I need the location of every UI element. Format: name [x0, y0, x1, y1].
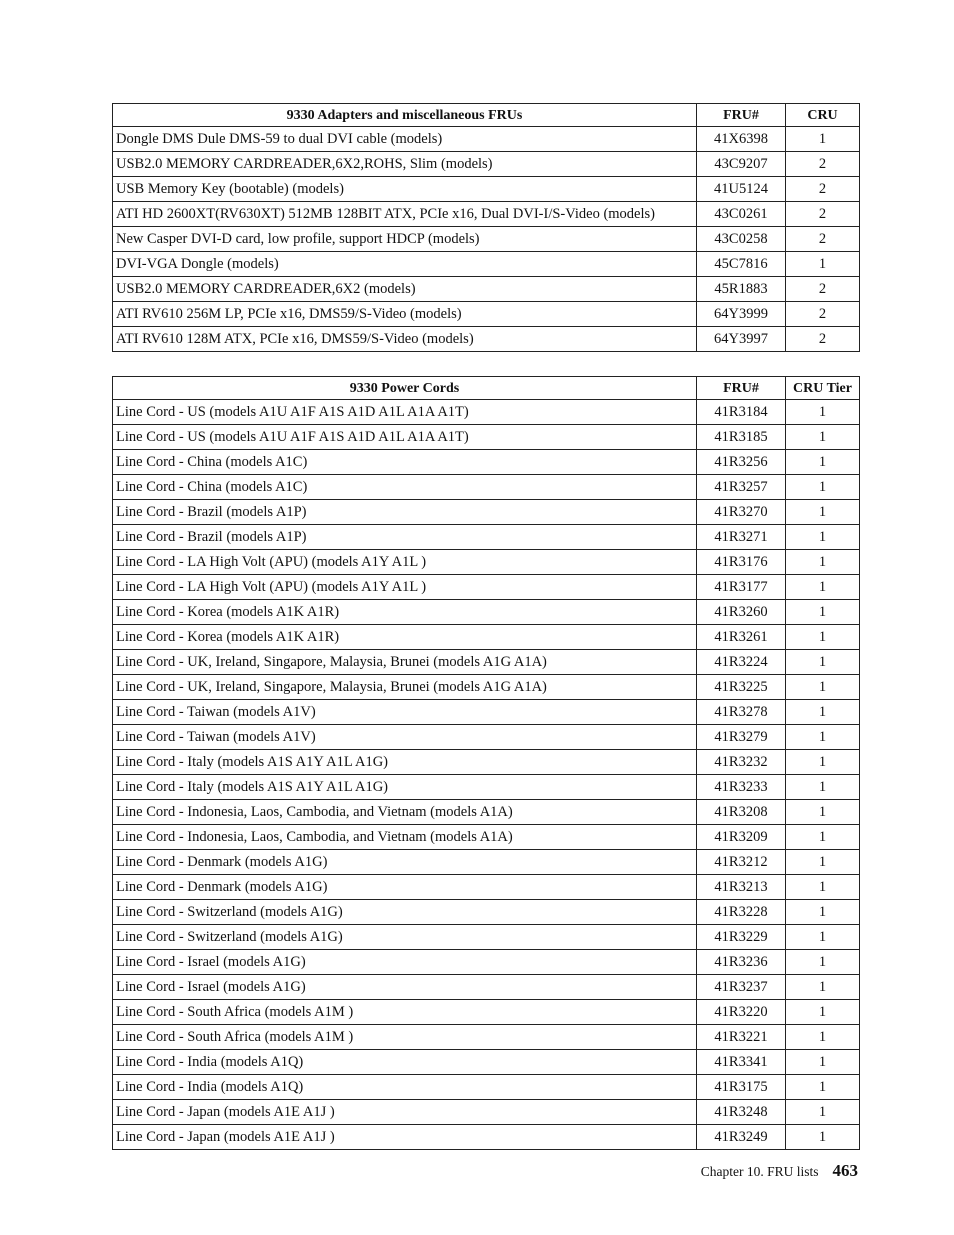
- table-row: [113, 550, 860, 575]
- cell-cru: 1: [786, 475, 860, 500]
- cell-cru: 2: [786, 152, 860, 177]
- table-row: [113, 202, 860, 227]
- column-header-cru-tier: CRU Tier: [786, 377, 860, 400]
- table-row: [113, 127, 860, 152]
- cell-fru-number: 41R3236: [697, 950, 786, 975]
- column-header-fru: FRU#: [697, 377, 786, 400]
- cell-fru-number: 41R3228: [697, 900, 786, 925]
- cell-cru: 2: [786, 327, 860, 352]
- table-row: [113, 925, 860, 950]
- cell-fru-number: 41R3224: [697, 650, 786, 675]
- cell-fru-number: 41R3261: [697, 625, 786, 650]
- cell-description: Line Cord - UK, Ireland, Singapore, Malaysia, Brunei (models A1G A1A): [113, 650, 697, 675]
- cell-cru: 1: [786, 750, 860, 775]
- cell-cru: 1: [786, 1075, 860, 1100]
- cell-description: Line Cord - US (models A1U A1F A1S A1D A1L A1A A1T): [113, 400, 697, 425]
- table-row: [113, 475, 860, 500]
- cell-description: Line Cord - South Africa (models A1M ): [113, 1000, 697, 1025]
- table-row: [113, 1100, 860, 1125]
- table-row: [113, 252, 860, 277]
- cell-fru-number: 41R3213: [697, 875, 786, 900]
- table-row: [113, 625, 860, 650]
- cell-cru: 1: [786, 1100, 860, 1125]
- table-row: [113, 1125, 860, 1150]
- cell-fru-number: 41R3220: [697, 1000, 786, 1025]
- table-row: [113, 750, 860, 775]
- table-row: [113, 900, 860, 925]
- cell-cru: 1: [786, 1025, 860, 1050]
- cell-description: New Casper DVI-D card, low profile, support HDCP (models): [113, 227, 697, 252]
- cell-cru: 1: [786, 1050, 860, 1075]
- cell-cru: 1: [786, 1000, 860, 1025]
- table-row: [113, 700, 860, 725]
- cell-cru: 1: [786, 775, 860, 800]
- chapter-label: Chapter 10. FRU lists: [700, 1164, 819, 1179]
- cell-cru: 1: [786, 825, 860, 850]
- cell-fru-number: 41R3229: [697, 925, 786, 950]
- cell-fru-number: 41R3225: [697, 675, 786, 700]
- cell-fru-number: 41R3209: [697, 825, 786, 850]
- cell-fru-number: 41R3271: [697, 525, 786, 550]
- cell-description: USB2.0 MEMORY CARDREADER,6X2,ROHS, Slim (models): [113, 152, 697, 177]
- cell-cru: 1: [786, 600, 860, 625]
- table-row: [113, 1025, 860, 1050]
- column-header-description: 9330 Adapters and miscellaneous FRUs: [113, 104, 697, 127]
- cell-description: Line Cord - Israel (models A1G): [113, 975, 697, 1000]
- cell-fru-number: 41R3212: [697, 850, 786, 875]
- cell-description: Line Cord - Japan (models A1E A1J ): [113, 1125, 697, 1150]
- column-header-fru: FRU#: [697, 104, 786, 127]
- cell-cru: 2: [786, 277, 860, 302]
- cell-fru-number: 41R3341: [697, 1050, 786, 1075]
- cell-fru-number: 43C9207: [697, 152, 786, 177]
- table-row: [113, 302, 860, 327]
- cell-cru: 1: [786, 700, 860, 725]
- table-row: [113, 800, 860, 825]
- cell-cru: 1: [786, 550, 860, 575]
- cell-description: Line Cord - Korea (models A1K A1R): [113, 600, 697, 625]
- cell-description: Line Cord - South Africa (models A1M ): [113, 1025, 697, 1050]
- cell-cru: 1: [786, 425, 860, 450]
- cell-description: DVI-VGA Dongle (models): [113, 252, 697, 277]
- cell-description: Dongle DMS Dule DMS-59 to dual DVI cable (models): [113, 127, 697, 152]
- cell-description: Line Cord - LA High Volt (APU) (models A1Y A1L ): [113, 575, 697, 600]
- cell-fru-number: 41R3175: [697, 1075, 786, 1100]
- cell-cru: 1: [786, 850, 860, 875]
- cell-description: Line Cord - Denmark (models A1G): [113, 850, 697, 875]
- cell-description: Line Cord - Switzerland (models A1G): [113, 925, 697, 950]
- cell-fru-number: 41R3279: [697, 725, 786, 750]
- cell-fru-number: 41R3208: [697, 800, 786, 825]
- cell-description: Line Cord - Denmark (models A1G): [113, 875, 697, 900]
- cell-fru-number: 41R3248: [697, 1100, 786, 1125]
- cell-description: Line Cord - Italy (models A1S A1Y A1L A1G): [113, 775, 697, 800]
- table-row: [113, 675, 860, 700]
- cell-description: Line Cord - Brazil (models A1P): [113, 525, 697, 550]
- cell-fru-number: 41X6398: [697, 127, 786, 152]
- cell-description: Line Cord - Italy (models A1S A1Y A1L A1G): [113, 750, 697, 775]
- cell-cru: 1: [786, 650, 860, 675]
- table-row: [113, 1050, 860, 1075]
- table-row: [113, 875, 860, 900]
- table-row: [113, 525, 860, 550]
- table-row: [113, 575, 860, 600]
- table-row: [113, 152, 860, 177]
- cell-description: Line Cord - China (models A1C): [113, 475, 697, 500]
- cell-cru: 1: [786, 127, 860, 152]
- cell-fru-number: 64Y3997: [697, 327, 786, 352]
- cell-fru-number: 41R3184: [697, 400, 786, 425]
- cell-description: Line Cord - Korea (models A1K A1R): [113, 625, 697, 650]
- cell-cru: 1: [786, 950, 860, 975]
- cell-description: Line Cord - India (models A1Q): [113, 1050, 697, 1075]
- column-header-description: 9330 Power Cords: [113, 377, 697, 400]
- cell-cru: 1: [786, 252, 860, 277]
- table-row: [113, 400, 860, 425]
- cell-fru-number: 41R3237: [697, 975, 786, 1000]
- table-row: [113, 1000, 860, 1025]
- table-row: [113, 177, 860, 202]
- cell-cru: 1: [786, 575, 860, 600]
- table-row: [113, 425, 860, 450]
- cell-fru-number: 41R3232: [697, 750, 786, 775]
- table-header-row: [113, 104, 860, 127]
- cell-fru-number: 41U5124: [697, 177, 786, 202]
- page-footer: [701, 1161, 858, 1181]
- column-header-cru: CRU: [786, 104, 860, 127]
- cell-cru: 1: [786, 1125, 860, 1150]
- cell-fru-number: 41R3249: [697, 1125, 786, 1150]
- cell-cru: 1: [786, 875, 860, 900]
- cell-fru-number: 41R3176: [697, 550, 786, 575]
- cell-cru: 1: [786, 975, 860, 1000]
- cell-cru: 2: [786, 302, 860, 327]
- cell-cru: 1: [786, 800, 860, 825]
- cell-cru: 1: [786, 625, 860, 650]
- cell-description: Line Cord - Taiwan (models A1V): [113, 700, 697, 725]
- cell-description: Line Cord - LA High Volt (APU) (models A1Y A1L ): [113, 550, 697, 575]
- table-header-row: [113, 377, 860, 400]
- table-row: [113, 277, 860, 302]
- cell-description: ATI RV610 256M LP, PCIe x16, DMS59/S-Video (models): [113, 302, 697, 327]
- cell-cru: 1: [786, 925, 860, 950]
- table-row: [113, 650, 860, 675]
- cell-fru-number: 41R3177: [697, 575, 786, 600]
- cell-description: ATI HD 2600XT(RV630XT) 512MB 128BIT ATX, PCIe x16, Dual DVI-I/S-Video (models): [113, 202, 697, 227]
- cell-cru: 2: [786, 177, 860, 202]
- cell-description: Line Cord - India (models A1Q): [113, 1075, 697, 1100]
- cell-cru: 1: [786, 450, 860, 475]
- cell-fru-number: 45C7816: [697, 252, 786, 277]
- cell-fru-number: 41R3278: [697, 700, 786, 725]
- cell-description: Line Cord - Israel (models A1G): [113, 950, 697, 975]
- cell-cru: 1: [786, 525, 860, 550]
- table-row: [113, 327, 860, 352]
- table-row: [113, 450, 860, 475]
- cell-fru-number: 41R3185: [697, 425, 786, 450]
- table-row: [113, 825, 860, 850]
- cell-description: Line Cord - Japan (models A1E A1J ): [113, 1100, 697, 1125]
- cell-cru: 1: [786, 900, 860, 925]
- cell-cru: 1: [786, 675, 860, 700]
- cell-description: USB2.0 MEMORY CARDREADER,6X2 (models): [113, 277, 697, 302]
- cell-fru-number: 41R3260: [697, 600, 786, 625]
- cell-description: ATI RV610 128M ATX, PCIe x16, DMS59/S-Video (models): [113, 327, 697, 352]
- table-row: [113, 775, 860, 800]
- cell-description: Line Cord - Switzerland (models A1G): [113, 900, 697, 925]
- adapters-fru-table: [112, 103, 860, 352]
- cell-description: Line Cord - UK, Ireland, Singapore, Malaysia, Brunei (models A1G A1A): [113, 675, 697, 700]
- cell-cru: 1: [786, 400, 860, 425]
- cell-fru-number: 41R3221: [697, 1025, 786, 1050]
- cell-cru: 2: [786, 202, 860, 227]
- table-row: [113, 975, 860, 1000]
- table-row: [113, 500, 860, 525]
- cell-fru-number: 43C0261: [697, 202, 786, 227]
- cell-cru: 1: [786, 500, 860, 525]
- power-cords-fru-table: [112, 376, 860, 1150]
- table-row: [113, 850, 860, 875]
- cell-fru-number: 41R3257: [697, 475, 786, 500]
- table-row: [113, 725, 860, 750]
- cell-fru-number: 41R3270: [697, 500, 786, 525]
- cell-description: Line Cord - Indonesia, Laos, Cambodia, and Vietnam (models A1A): [113, 825, 697, 850]
- cell-description: Line Cord - China (models A1C): [113, 450, 697, 475]
- table-row: [113, 600, 860, 625]
- cell-cru: 1: [786, 725, 860, 750]
- cell-description: Line Cord - US (models A1U A1F A1S A1D A1L A1A A1T): [113, 425, 697, 450]
- cell-description: Line Cord - Brazil (models A1P): [113, 500, 697, 525]
- table-row: [113, 227, 860, 252]
- table-row: [113, 950, 860, 975]
- cell-fru-number: 41R3233: [697, 775, 786, 800]
- cell-description: Line Cord - Taiwan (models A1V): [113, 725, 697, 750]
- cell-fru-number: 45R1883: [697, 277, 786, 302]
- cell-description: Line Cord - Indonesia, Laos, Cambodia, and Vietnam (models A1A): [113, 800, 697, 825]
- cell-fru-number: 41R3256: [697, 450, 786, 475]
- cell-fru-number: 64Y3999: [697, 302, 786, 327]
- table-row: [113, 1075, 860, 1100]
- cell-description: USB Memory Key (bootable) (models): [113, 177, 697, 202]
- page-number: 463: [832, 1161, 858, 1180]
- cell-cru: 2: [786, 227, 860, 252]
- cell-fru-number: 43C0258: [697, 227, 786, 252]
